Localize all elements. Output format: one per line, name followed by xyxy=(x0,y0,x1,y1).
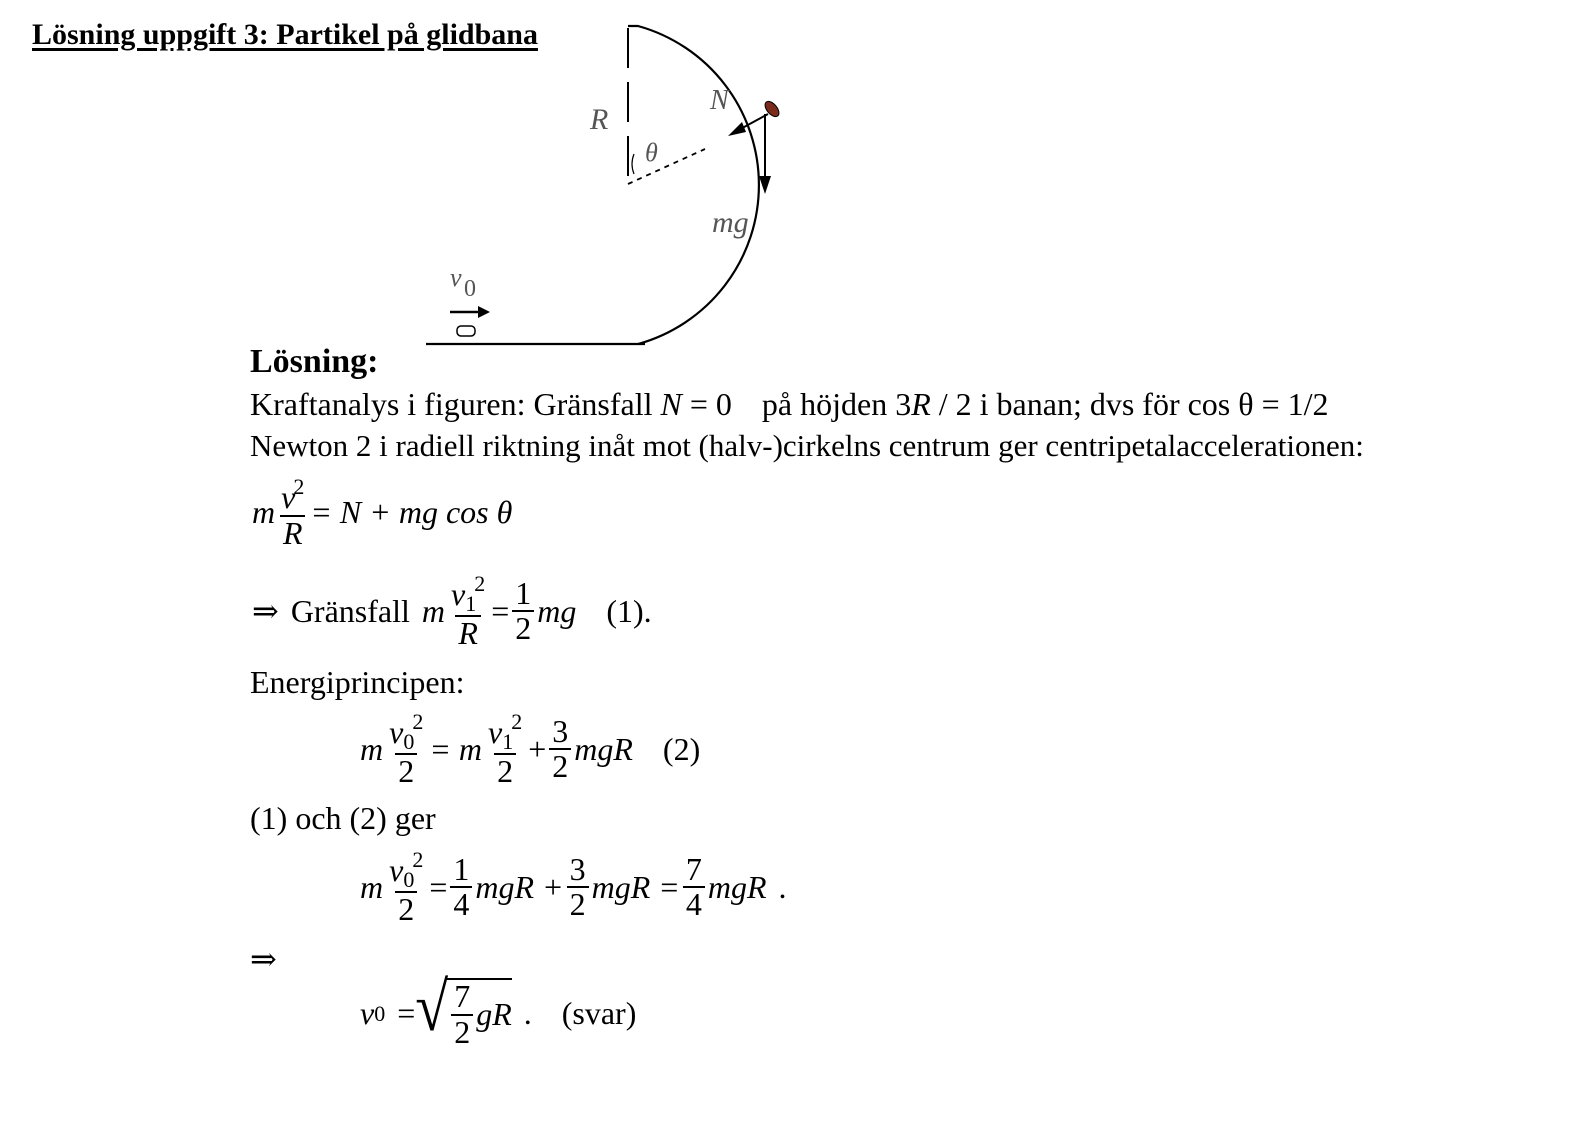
label-R: R xyxy=(590,103,609,136)
velocity-arrow xyxy=(478,306,490,318)
equation-2: ⇒ Gränsfall m $\frac{v_1^2}{R}$ = $\frac{1}{2}$ mg (1). xyxy=(252,571,652,652)
label-v0-sub: 0 xyxy=(464,276,476,302)
gravity-arrow xyxy=(759,176,771,194)
equation-1: m $\frac{v^2}{R}$ = N + mg cos θ xyxy=(252,474,513,551)
start-particle xyxy=(457,326,475,336)
page-title: Lösning uppgift 3: Partikel på glidbana xyxy=(32,18,538,51)
angle-arc xyxy=(632,154,634,174)
label-v0: v xyxy=(450,263,462,292)
square-root: √ $\frac{7}{2}$ gR xyxy=(415,969,512,1050)
implies-arrow: ⇒ xyxy=(250,941,277,977)
normal-force-arrow xyxy=(728,122,746,136)
equation-3: m $\frac{v_0^2}{2}$ = m $\frac{v_1^2}{2}$ + $\frac{3}{2}$ mgR (2) xyxy=(360,709,701,790)
energy-label: Energiprincipen: xyxy=(250,664,465,700)
label-N: N xyxy=(710,85,729,116)
combine-label: (1) och (2) ger xyxy=(250,800,436,836)
track-curve xyxy=(628,26,759,344)
solution-heading: Lösning: xyxy=(250,343,379,380)
solution-line-2: Newton 2 i radiell riktning inåt mot (halv-)cirkelns centrum ger centripetalaccelerationen: xyxy=(250,428,1364,463)
track-diagram xyxy=(420,14,820,354)
label-theta: θ xyxy=(645,138,658,167)
equation-5: v 0 = √ $\frac{7}{2}$ gR . (svar) xyxy=(360,969,637,1050)
equation-4: m $\frac{v_0^2}{2}$ = $\frac{1}{4}$ mgR + $\frac{3}{2}$ mgR = $\frac{7}{4}$ mgR . xyxy=(360,847,787,928)
solution-line-1: Kraftanalys i figuren: Gränsfall N = 0 på höjden 3R / 2 i banan; dvs för cos θ = 1/2 xyxy=(250,386,1329,422)
label-mg: mg xyxy=(712,206,749,239)
angle-line xyxy=(628,149,705,184)
